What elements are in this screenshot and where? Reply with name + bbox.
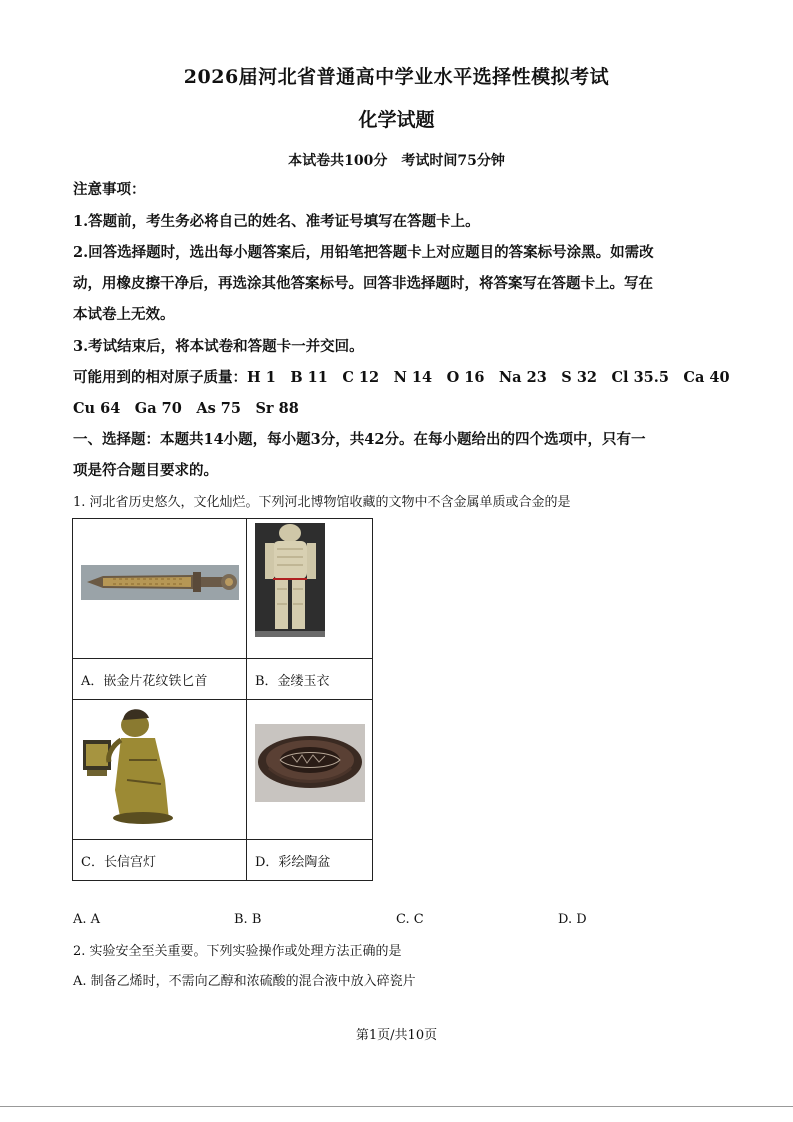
page-number: 第1页/共10页	[355, 1028, 438, 1043]
option-c-label: C．长信宫灯	[73, 840, 247, 881]
note-3: 3.考试结束后，将本试卷和答题卡一并交回。	[73, 338, 364, 355]
note-2-line-2: 动，用橡皮擦干净后，再选涂其他答案标号。回答非选择题时，将答案写在答题卡上。写在	[73, 275, 653, 292]
option-d-label: D．彩绘陶盆	[247, 840, 373, 881]
jade-burial-suit-image	[247, 519, 372, 654]
subject-title: 化学试题	[358, 109, 435, 131]
note-1: 1.答题前，考生务必将自己的姓名、准考证号填写在答题卡上。	[73, 213, 480, 230]
option-b-image-cell	[247, 519, 373, 659]
question-1-stem: 1. 河北省历史悠久，文化灿烂。下列河北博物馆收藏的文物中不含金属单质或合金的是	[73, 495, 571, 510]
option-a-image-cell	[73, 519, 247, 659]
atomic-masses-line-1: 可能用到的相对原子质量：H 1 B 11 C 12 N 14 O 16 Na 23 S 32 Cl 35.5 Ca 40	[73, 369, 730, 386]
option-c-image-cell	[73, 700, 247, 840]
note-2-line-1: 2.回答选择题时，选出每小题答案后，用铅笔把答题卡上对应题目的答案标号涂黑。如需改	[73, 244, 654, 261]
iron-dagger-image	[73, 519, 246, 654]
answer-choice-c[interactable]: C. C	[396, 912, 424, 927]
changxin-palace-lamp-image	[73, 700, 246, 835]
question-1-options-table	[72, 518, 373, 881]
notes-heading: 注意事项：	[73, 181, 146, 198]
atomic-masses-line-2: Cu 64 Ga 70 As 75 Sr 88	[73, 400, 299, 417]
option-b-label: B．金缕玉衣	[247, 659, 373, 700]
question-2-stem: 2. 实验安全至关重要。下列实验操作或处理方法正确的是	[73, 944, 402, 959]
note-2-line-3: 本试卷上无效。	[73, 306, 175, 323]
exam-title: 2026届河北省普通高中学业水平选择性模拟考试	[183, 66, 610, 88]
question-2-option-a: A. 制备乙烯时，不需向乙醇和浓硫酸的混合液中放入碎瓷片	[73, 974, 416, 989]
exam-info: 本试卷共100分 考试时间75分钟	[288, 153, 505, 169]
painted-pottery-basin-image	[247, 700, 372, 835]
option-d-image-cell	[247, 700, 373, 840]
bottom-divider	[0, 1106, 793, 1107]
answer-choice-a[interactable]: A. A	[73, 912, 101, 927]
section-heading-line-2: 项是符合题目要求的。	[73, 462, 218, 479]
section-heading-line-1: 一、选择题：本题共14小题，每小题3分，共42分。在每小题给出的四个选项中，只有一	[73, 431, 646, 448]
option-a-label: A．嵌金片花纹铁匕首	[73, 659, 247, 700]
answer-choice-d[interactable]: D. D	[558, 912, 587, 927]
answer-choice-b[interactable]: B. B	[234, 912, 262, 927]
